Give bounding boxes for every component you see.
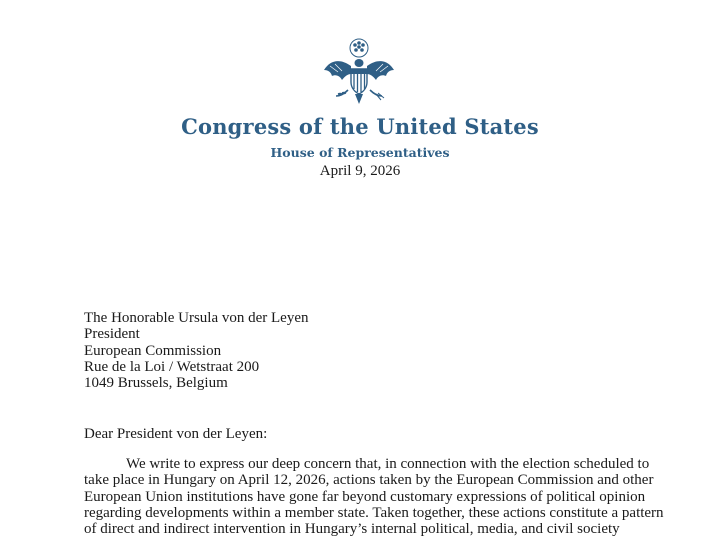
letterhead-title: Congress of the United States [181, 114, 539, 139]
body-paragraph [84, 456, 664, 537]
address-line: European Commission [84, 342, 222, 359]
body-line: take place in Hungary on April 12, 2026, actions taken by the European Commission and other [84, 472, 654, 489]
great-seal-eagle-icon [318, 36, 400, 110]
salutation: Dear President von der Leyen: [84, 426, 268, 442]
letter-date: April 9, 2026 [319, 163, 401, 179]
body-line: of direct and indirect intervention in Hungary’s internal political, media, and civil society [84, 521, 620, 537]
body-line: We write to express our deep concern that, in connection with the election scheduled to [126, 456, 650, 472]
body-line: European Union institutions have gone far beyond customary expressions of political opinion [84, 488, 646, 505]
recipient-address [84, 310, 309, 391]
address-line: President [84, 326, 140, 343]
body-line: regarding developments within a member state. Taken together, these actions constitute a pattern [84, 504, 664, 521]
address-line: Rue de la Loi / Wetstraat 200 [84, 358, 260, 375]
address-line: The Honorable Ursula von der Leyen [84, 310, 309, 326]
address-line: 1049 Brussels, Belgium [84, 375, 228, 392]
letterhead-subtitle: House of Representatives [270, 145, 450, 160]
